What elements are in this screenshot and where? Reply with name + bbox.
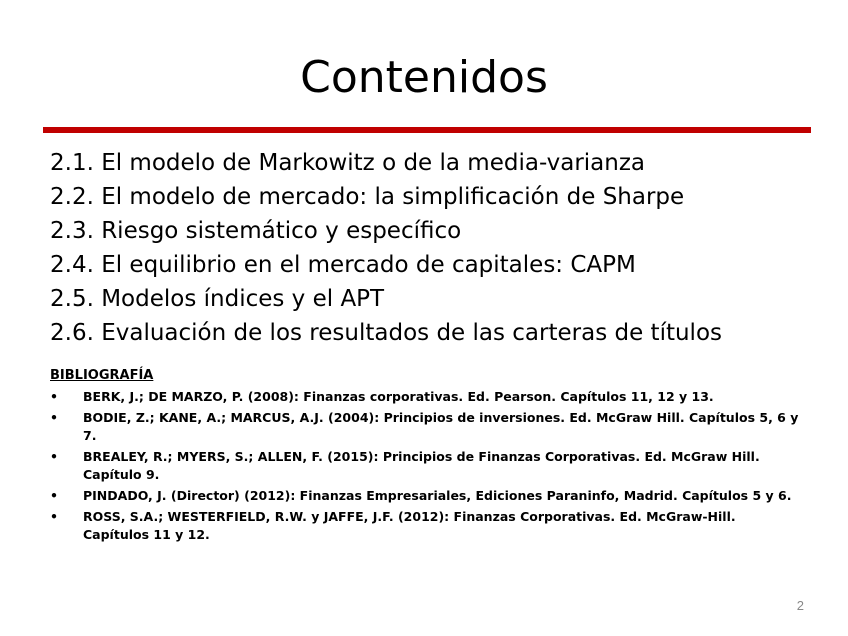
bibliography-item-text: BREALEY, R.; MYERS, S.; ALLEN, F. (2015): Principios de Finanzas Corporativas. Ed. McGraw Hill. Capítulo 9. (83, 449, 760, 482)
contents-item-2-2: 2.2. El modelo de mercado: la simplificación de Sharpe (50, 184, 685, 210)
bibliography-heading: BIBLIOGRAFÍA (50, 368, 154, 383)
contents-item-2-3: 2.3. Riesgo sistemático y específico (50, 218, 462, 244)
bibliography-item (50, 487, 800, 505)
contents-list (50, 146, 810, 350)
bullet-icon: • (50, 488, 58, 503)
bibliography-item (50, 448, 800, 484)
bibliography-item-text: PINDADO, J. (Director) (2012): Finanzas Empresariales, Ediciones Paraninfo, Madrid. Capítulos 5 y 6. (83, 488, 792, 503)
bullet-icon: • (50, 449, 58, 464)
contents-item-2-4: 2.4. El equilibrio en el mercado de capitales: CAPM (50, 252, 636, 278)
page-number: 2 (796, 598, 804, 613)
bullet-icon: • (50, 389, 58, 404)
contents-item-2-6: 2.6. Evaluación de los resultados de las carteras de títulos (50, 320, 722, 346)
bibliography-item (50, 508, 800, 544)
contents-item-2-1: 2.1. El modelo de Markowitz o de la media-varianza (50, 150, 646, 176)
bibliography-item-text: BODIE, Z.; KANE, A.; MARCUS, A.J. (2004): Principios de inversiones. Ed. McGraw Hill. Capítulos 5, 6 y 7. (83, 410, 799, 443)
slide-title: Contenidos (300, 52, 548, 103)
bibliography-item (50, 388, 800, 406)
contents-item-2-5: 2.5. Modelos índices y el APT (50, 286, 385, 312)
bullet-icon: • (50, 410, 58, 425)
bibliography-item (50, 409, 800, 445)
bullet-icon: • (50, 509, 58, 524)
bibliography-list (50, 388, 800, 547)
bibliography-item-text: BERK, J.; DE MARZO, P. (2008): Finanzas corporativas. Ed. Pearson. Capítulos 11, 12 y 13. (83, 389, 714, 404)
title-divider (43, 127, 811, 133)
bibliography-item-text: ROSS, S.A.; WESTERFIELD, R.W. y JAFFE, J.F. (2012): Finanzas Corporativas. Ed. McGraw-Hill. Capítulos 11 y 12. (83, 509, 736, 542)
